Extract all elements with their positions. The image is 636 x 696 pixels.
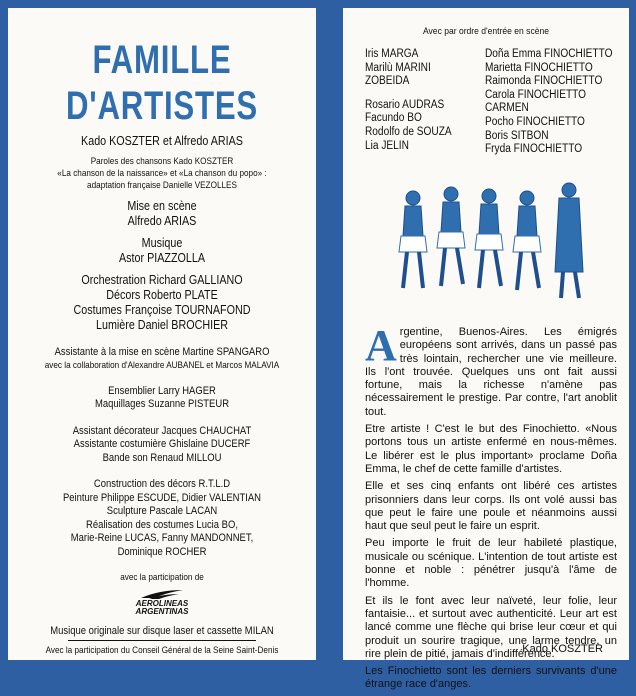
cast-role: Raimonda FINOCHIETTO <box>485 75 603 88</box>
cast-name: Marilù MARINI <box>365 61 431 74</box>
crew-line: Dominique ROCHER <box>117 545 207 558</box>
body-text <box>365 321 617 696</box>
cast-name: Iris MARGA <box>365 48 419 60</box>
authors: Kado KOSZTER et Alfredo ARIAS <box>81 134 243 148</box>
title-line-1: FAMILLE <box>92 38 232 82</box>
cast-column-1 <box>365 48 452 153</box>
lyrics-line: Paroles des chansons Kado KOSZTER <box>90 156 234 167</box>
assistant-collab: avec la collaboration d'Alexandre AUBANEL et Marcos MALAVIA <box>44 359 280 371</box>
crew-line: Ensemblier Larry HAGER <box>108 384 216 397</box>
paragraph-5: Et ils le font avec leur naïveté, leur folie, leur fantaisie... et surtout avec authenticité. Leur art est lancé comme une flèche qui brise leur cœur et qui produit un sourire tragique, une larme tendre, un rire plein de pitié, jamais d'indifférence. <box>365 594 617 660</box>
crew-line: Marie-Reine LUCAS, Fanny MANDONNET, <box>70 532 254 544</box>
cast-role: Doña Emma FINOCHIETTO <box>485 48 613 60</box>
cast-role: Carola FINOCHIETTO <box>485 88 587 101</box>
team-line: Lumière Daniel BROCHIER <box>95 318 229 332</box>
cast-role: Pocho FINOCHIETTO <box>485 115 585 128</box>
music-disc: Musique originale sur disque laser et cassette MILAN <box>50 625 274 637</box>
credits-block <box>8 134 316 639</box>
assistant-line: Assistante à la mise en scène Martine SPANGARO <box>54 346 270 358</box>
divider <box>68 640 256 641</box>
crew-line: Peinture Philippe ESCUDE, Didier VALENTIAN <box>62 491 262 504</box>
crew-line: Bande son Renaud MILLOU <box>102 451 222 464</box>
team-line: Costumes Françoise TOURNAFOND <box>73 303 251 317</box>
paragraph <box>365 321 617 419</box>
participation: avec la participation de <box>120 572 204 583</box>
cast-panel <box>343 8 629 691</box>
cast-role: Boris SITBON <box>485 129 549 142</box>
logo-line-1: AEROLINEAS <box>135 599 189 608</box>
cast-name: Facundo BO <box>365 112 422 125</box>
lyrics-line: «La chanson de la naissance» et «La chanson du popo» : <box>57 168 267 179</box>
crew-line: Construction des décors R.T.L.D <box>93 478 231 490</box>
music-label: Musique <box>141 236 183 250</box>
cast-title: Avec par ordre d'entrée en scène <box>422 26 549 37</box>
lyrics-line: adaptation française Danielle VEZOLLES <box>87 180 237 191</box>
paragraph-4: Peu importe le fruit de leur habileté plastique, musicale ou scénique. L'intention de tout artiste est bonne et noble : pénétrer jusqu'à l'âme de l'homme. <box>365 537 617 590</box>
drop-cap: A <box>365 321 397 370</box>
title-line-2: D'ARTISTES <box>65 84 259 128</box>
crew-line: Réalisation des costumes Lucia BO, <box>86 518 238 531</box>
cast-role: CARMEN <box>485 102 529 115</box>
crew-line: Maquillages Suzanne PISTEUR <box>94 398 230 410</box>
dancers-illustration <box>385 176 593 306</box>
credits-panel <box>8 8 316 660</box>
staging-label: Mise en scène <box>127 199 197 213</box>
staging-name: Alfredo ARIAS <box>127 214 197 228</box>
paragraph-2: Etre artiste ! C'est le but des Finochietto. «Nous portons tous un artiste enfermé en nous-mêmes. Le libérer est le plus important» proclame Doña Emma, le chef de cette famille d'artistes. <box>365 423 617 475</box>
crew-line: Assistant décorateur Jacques CHAUCHAT <box>72 424 252 437</box>
cast-role: Marietta FINOCHIETTO <box>485 61 593 74</box>
crew-line: Sculpture Pascale LACAN <box>106 505 218 517</box>
paragraph-1: rgentine, Buenos-Aires. Les émigrés européens sont arrivés, dans un passé pas très lointain, rechercher une vie meilleure. Ils l'ont trouvée. Quelques uns ont fait aussi fortune, mais la richesse n'amène pas nécessairement le prestige. Par contre, l'art anoblit tout. <box>365 326 617 418</box>
cast-name: Rodolfo de SOUZA <box>365 125 452 138</box>
cast-name: ZOBEIDA <box>365 75 410 88</box>
music-name: Astor PIAZZOLLA <box>118 251 206 265</box>
paragraph-6: Les Finochietto sont les derniers survivants d'une étrange race d'anges. <box>365 665 617 691</box>
bottom-credit: Avec la participation du Conseil Général de la Seine Saint-Denis <box>45 645 279 656</box>
logo-line-2: ARGENTINAS <box>135 607 189 616</box>
team-line: Décors Roberto PLATE <box>106 288 218 302</box>
aerolineas-logo <box>102 588 222 616</box>
cast-name: Rosario AUDRAS <box>365 98 445 111</box>
crew-line: Assistante costumière Ghislaine DUCERF <box>73 438 251 450</box>
team-line: Orchestration Richard GALLIANO <box>81 273 243 287</box>
cast-spacer <box>365 89 452 99</box>
signature: Kado KOSZTER <box>522 643 603 655</box>
cast-name: Lia JELIN <box>365 139 409 152</box>
paragraph-3: Elle et ses cinq enfants ont libéré ces artistes prisonniers dans leur corps. Ils ont volé aussi bas que peut le faire une poule et néanmoins aussi haut que seul peut le faire un esprit. <box>365 480 617 533</box>
cast-role: Fryda FINOCHIETTO <box>485 143 583 156</box>
cast-column-2 <box>485 48 612 157</box>
